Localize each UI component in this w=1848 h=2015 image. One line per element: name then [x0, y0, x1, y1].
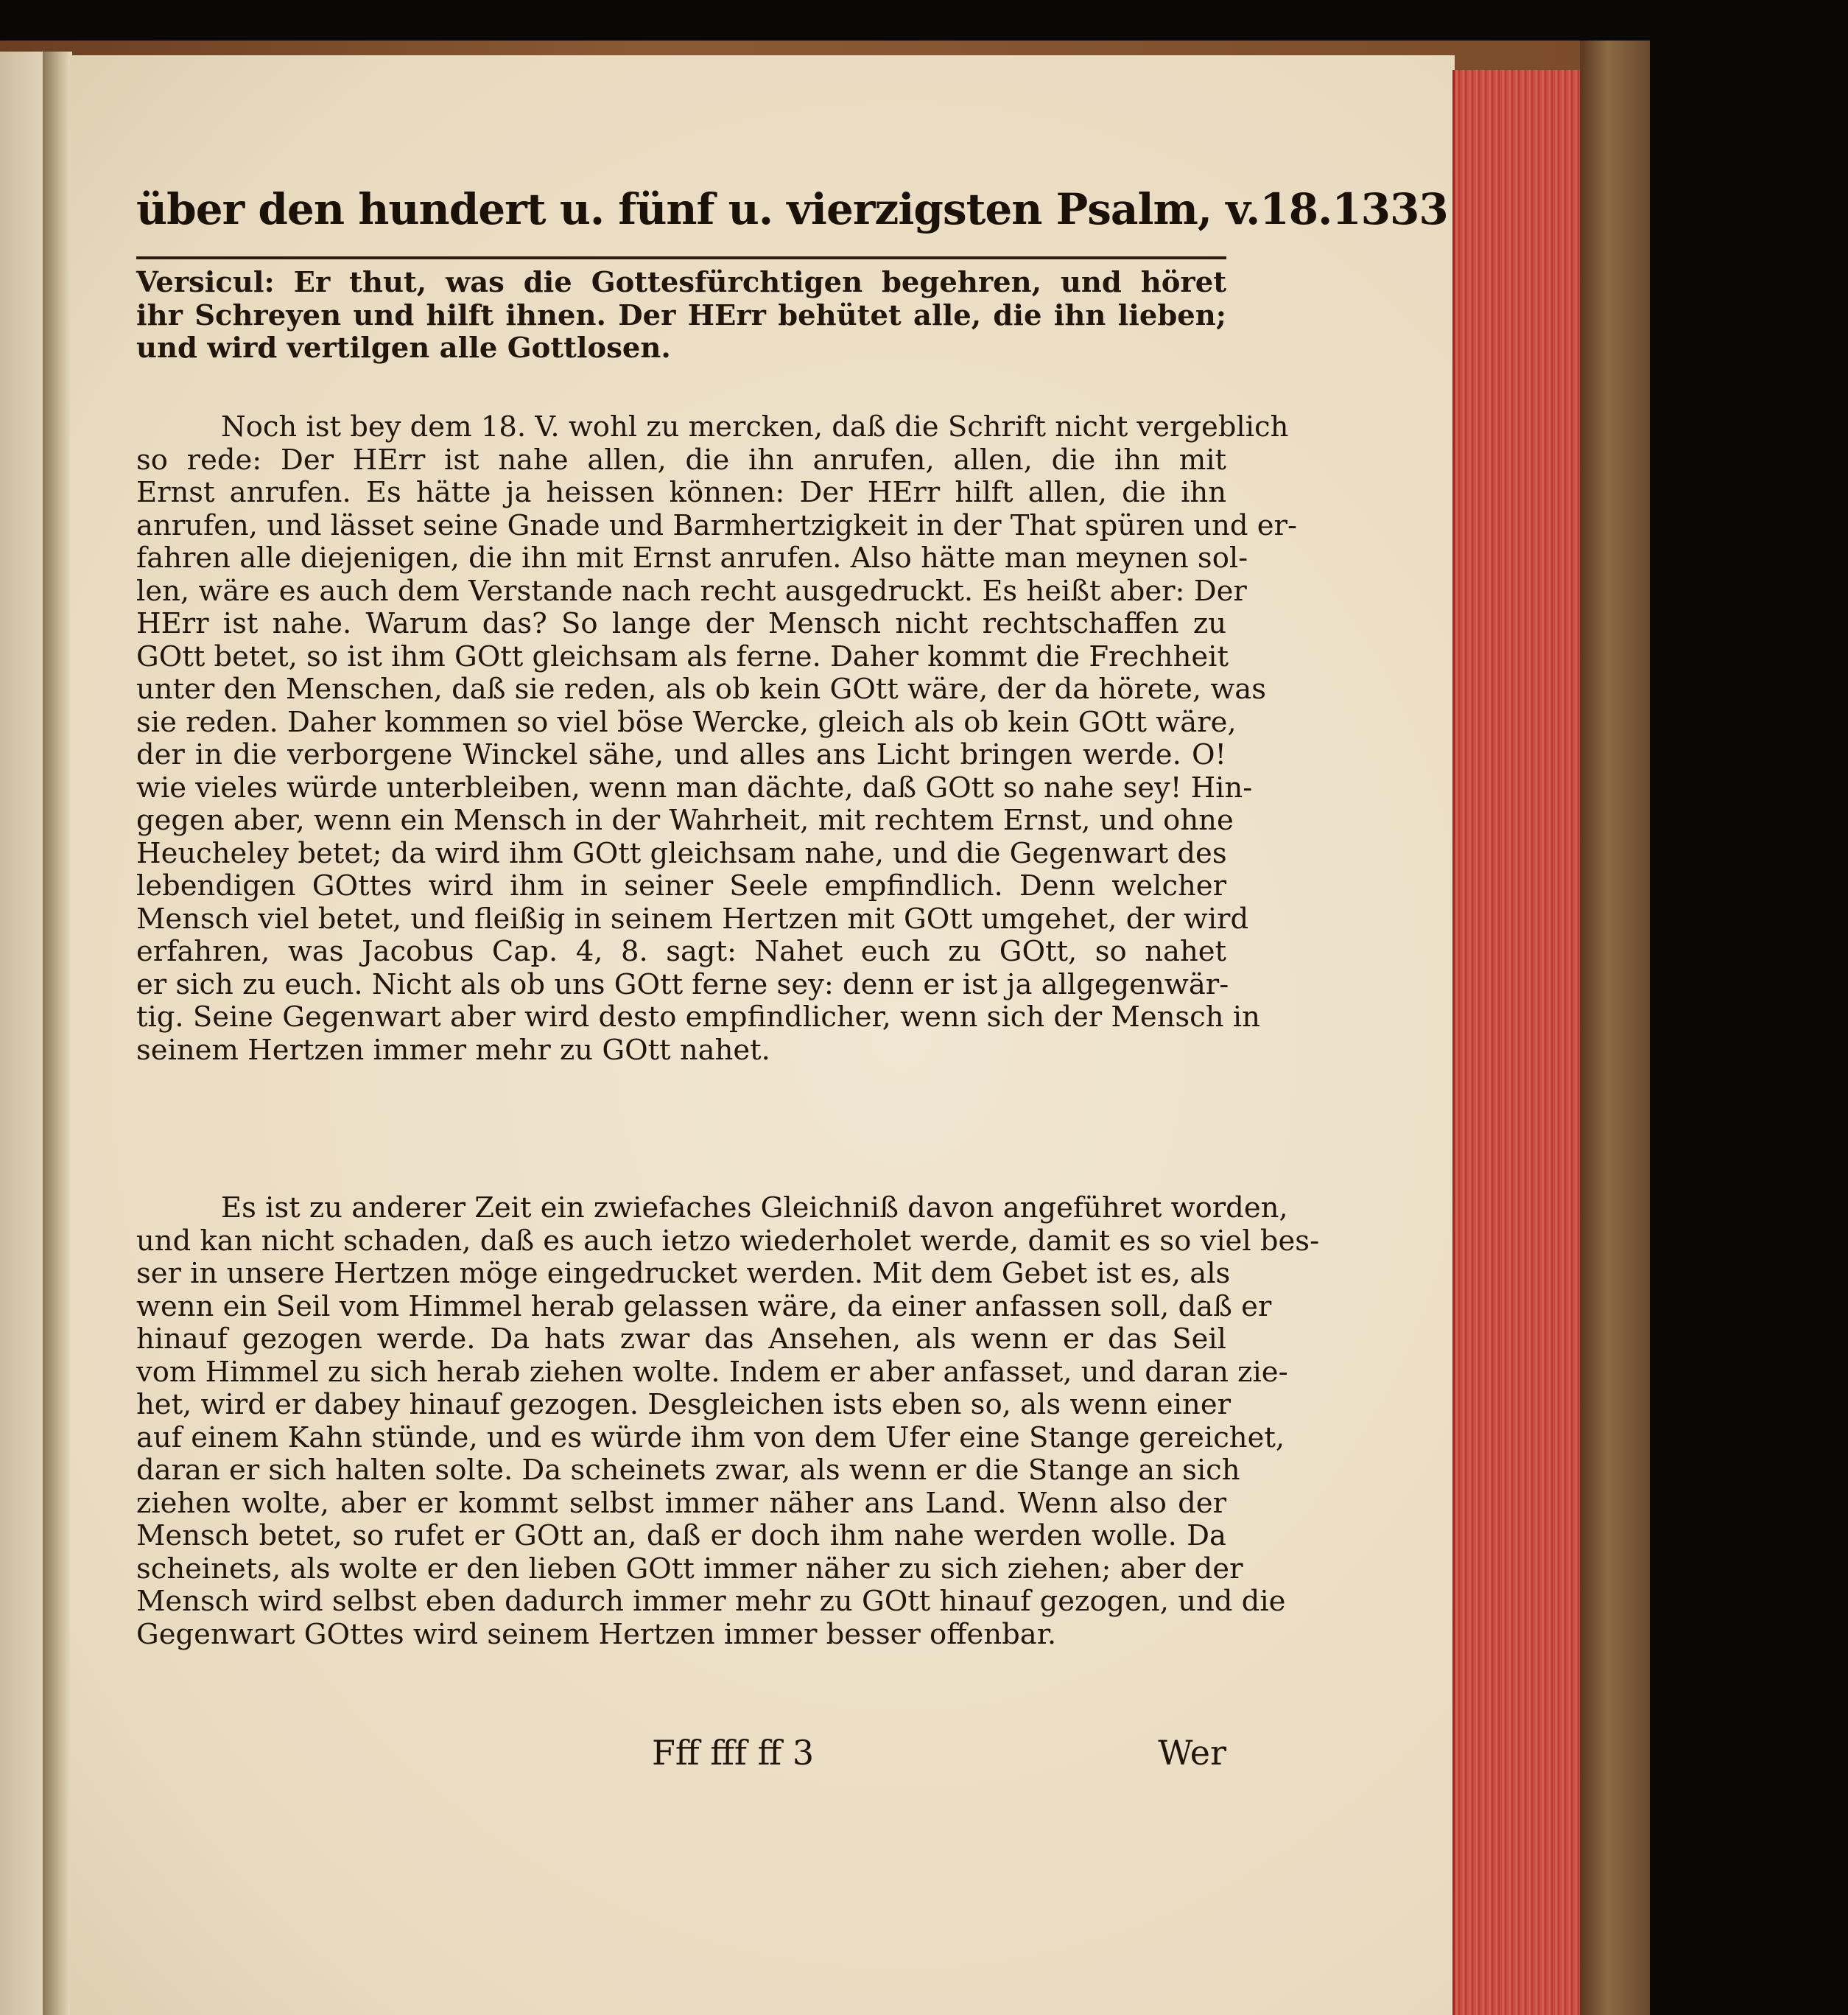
text-line: sie reden. Daher kommen so viel böse Wercke, gleich als ob kein GOtt wäre, — [136, 705, 1237, 739]
text-line: er sich zu euch. Nicht als ob uns GOtt ferne sey: denn er ist ja allgegenwär- — [136, 967, 1229, 1001]
text-line: unter den Menschen, daß sie reden, als ob kein GOtt wäre, der da hörete, was — [136, 673, 1266, 706]
text-line: het, wird er dabey hinauf gezogen. Desgleichen ists eben so, als wenn einer — [136, 1388, 1232, 1421]
text-line: HErr ist nahe. Warum das? So lange der Mensch nicht rechtschaffen zu — [136, 607, 1226, 640]
text-line: seinem Hertzen immer mehr zu GOtt nahet. — [136, 1033, 770, 1067]
text-line: auf einem Kahn stünde, und es würde ihm von dem Ufer eine Stange gereichet, — [136, 1420, 1285, 1454]
text-line: Mensch viel betet, und fleißig in seinem Hertzen mit GOtt umgehet, der wird — [136, 902, 1249, 936]
text-line: ser in unsere Hertzen möge eingedrucket werden. Mit dem Gebet ist es, als — [136, 1257, 1231, 1290]
text-line: Mensch betet, so rufet er GOtt an, daß er doch ihm nahe werden wolle. Da — [136, 1519, 1226, 1552]
text-line: Heucheley betet; da wird ihm GOtt gleichsam nahe, und die Gegenwart des — [136, 836, 1227, 870]
text-line: hinauf gezogen werde. Da hats zwar das Ansehen, als wenn er das Seil — [136, 1322, 1226, 1356]
catchword: Wer — [1158, 1733, 1226, 1773]
text-line: anrufen, und lässet seine Gnade und Barmhertzigkeit in der That spüren und er- — [136, 508, 1297, 542]
book-cover-edge — [1580, 41, 1650, 2015]
text-line: Es ist zu anderer Zeit ein zwiefaches Gleichniß davon angeführet worden, — [221, 1191, 1288, 1224]
page-edges-red — [1452, 70, 1584, 2015]
text-line: GOtt betet, so ist ihm GOtt gleichsam als ferne. Daher kommt die Frechheit — [136, 639, 1229, 673]
text-line: der in die verborgene Winckel sähe, und alles ans Licht bringen werde. O! — [136, 738, 1226, 771]
text-line: ihr Schreyen und hilft ihnen. Der HErr behütet alle, die ihn lieben; — [136, 298, 1226, 332]
text-line: fahren alle diejenigen, die ihn mit Ernst anrufen. Also hätte man meynen sol- — [136, 542, 1248, 575]
paragraph-2 — [136, 1191, 1320, 1651]
text-line: Ernst anrufen. Es hätte ja heissen können: Der HErr hilft allen, die ihn — [136, 476, 1226, 509]
text-line: len, wäre es auch dem Verstande nach recht ausgedruckt. Es heißt aber: Der — [136, 574, 1247, 608]
text-line: Versicul: Er thut, was die Gottesfürchtigen begehren, und höret — [136, 266, 1226, 299]
running-head — [136, 184, 1448, 258]
text-line: wenn ein Seil vom Himmel herab gelassen wäre, da einer anfassen soll, daß er — [136, 1289, 1272, 1323]
text-line: Mensch wird selbst eben dadurch immer mehr zu GOtt hinauf gezogen, und die — [136, 1585, 1286, 1618]
paragraph-1 — [136, 410, 1297, 1067]
text-line: vom Himmel zu sich herab ziehen wolte. Indem er aber anfasset, und daran zie- — [136, 1355, 1288, 1389]
text-line: wie vieles würde unterbleiben, wenn man dächte, daß GOtt so nahe sey! Hin- — [136, 771, 1253, 805]
text-line: ziehen wolte, aber er kommt selbst immer näher ans Land. Wenn also der — [136, 1486, 1226, 1520]
page-footer — [136, 1733, 1226, 1777]
text-line: Gegenwart GOttes wird seinem Hertzen immer besser offenbar. — [136, 1617, 1057, 1651]
page-title: über den hundert u. fünf u. vierzigsten Psalm, v.18. — [136, 184, 1332, 234]
text-line: und wird vertilgen alle Gottlosen. — [136, 332, 671, 365]
text-line: tig. Seine Gegenwart aber wird desto empfindlicher, wenn sich der Mensch in — [136, 1001, 1260, 1034]
book-gutter — [43, 52, 72, 2015]
text-line: so rede: Der HErr ist nahe allen, die ihn anrufen, allen, die ihn mit — [136, 443, 1226, 477]
text-line: scheinets, als wolte er den lieben GOtt immer näher zu sich ziehen; aber der — [136, 1552, 1243, 1585]
page-number: 1333 — [1332, 184, 1448, 234]
text-line: Noch ist bey dem 18. V. wohl zu mercken, daß die Schrift nicht vergeblich — [221, 410, 1289, 444]
text-line: lebendigen GOttes wird ihm in seiner Seele empfindlich. Denn welcher — [136, 869, 1226, 903]
text-line: erfahren, was Jacobus Cap. 4, 8. sagt: Nahet euch zu GOtt, so nahet — [136, 935, 1226, 968]
header-rule — [136, 256, 1226, 259]
paragraph-versicul — [136, 267, 1226, 365]
text-line: daran er sich halten solte. Da scheinets zwar, als wenn er die Stange an sich — [136, 1454, 1240, 1487]
text-line: gegen aber, wenn ein Mensch in der Wahrheit, mit rechtem Ernst, und ohne — [136, 804, 1234, 837]
signature-mark: Fff fff ff 3 — [652, 1733, 815, 1773]
text-line: und kan nicht schaden, daß es auch ietzo wiederholet werde, damit es so viel bes- — [136, 1224, 1320, 1258]
